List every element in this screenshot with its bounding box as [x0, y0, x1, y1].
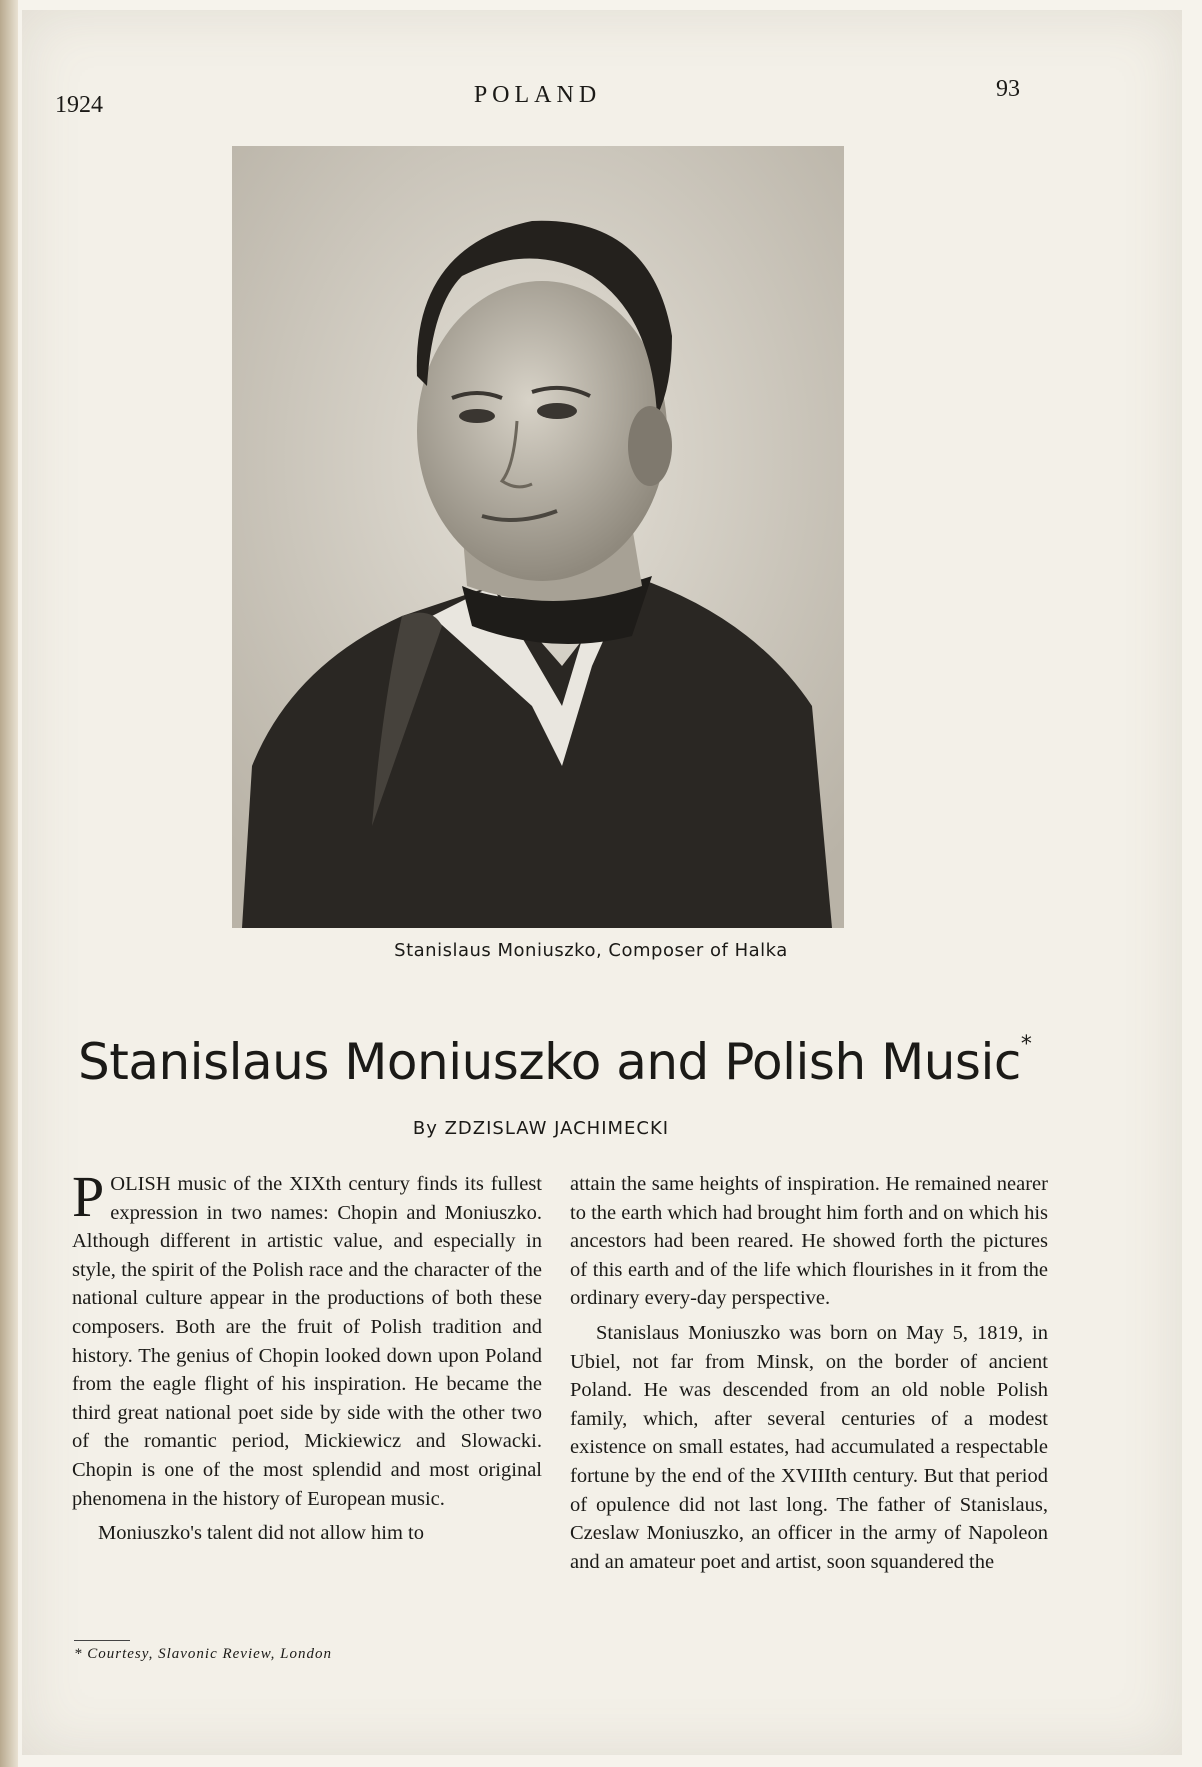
body-paragraph: Moniuszko's talent did not allow him to	[98, 1522, 424, 1545]
article-title	[78, 1032, 1078, 1091]
paragraph-text: OLISH music of the XIXth century finds its fullest expression in two names: Chopin and Moniuszko. Although different in artistic value, and especially in style, the spirit of the Polish race and the character of the national culture appear in the productions of both these composers. Both are the fruit of Polish tradition and history. The genius of Chopin looked down upon Poland from the eagle flight of his inspiration. He became the third great national poet side by side with the other two of the romantic period, Mickiewicz and Slowacki. Chopin is one of the most splendid and most original phenomena in the history of European music.	[72, 1173, 542, 1510]
header-page-number: 93	[996, 76, 1020, 102]
header-year: 1924	[55, 92, 103, 118]
header-journal-title: POLAND	[473, 82, 602, 108]
left-column	[72, 1164, 542, 1548]
article-byline	[0, 1118, 1202, 1139]
drop-cap: P	[72, 1164, 105, 1229]
body-paragraph	[72, 1164, 542, 1513]
right-column	[570, 1170, 1048, 1576]
body-paragraph: attain the same heights of inspiration. He remained nearer to the earth which had brought him forth and on which his ancestors had been reared. He showed forth the pictures of this earth and of the life which flourishes in it from the ordinary every-day perspective.	[570, 1173, 1048, 1310]
title-footnote-mark: *	[1020, 1032, 1032, 1057]
portrait-image	[232, 146, 844, 928]
running-header	[0, 76, 1202, 118]
article-title-text: Stanislaus Moniuszko and Polish Music	[78, 1033, 1021, 1091]
byline-text: By ZDZISLAW JACHIMECKI	[412, 1118, 670, 1139]
figure-caption	[0, 940, 1202, 961]
footnote: * Courtesy, Slavonic Review, London	[74, 1646, 534, 1663]
figure-caption-text: Stanislaus Moniuszko, Composer of Halka	[394, 940, 788, 961]
body-paragraph: Stanislaus Moniuszko was born on May 5, 1819, in Ubiel, not far from Minsk, on the border of ancient Poland. He was descended from an old noble Polish family, which, after several centuries of a modest existence on small estates, had accumulated a respectable fortune by the end of the XVIIIth century. But that period of opulence did not last long. The father of Stanislaus, Czeslaw Moniuszko, an officer in the army of Napoleon and an amateur poet and artist, soon squandered the	[570, 1321, 1048, 1573]
book-spine-edge	[0, 0, 18, 1767]
